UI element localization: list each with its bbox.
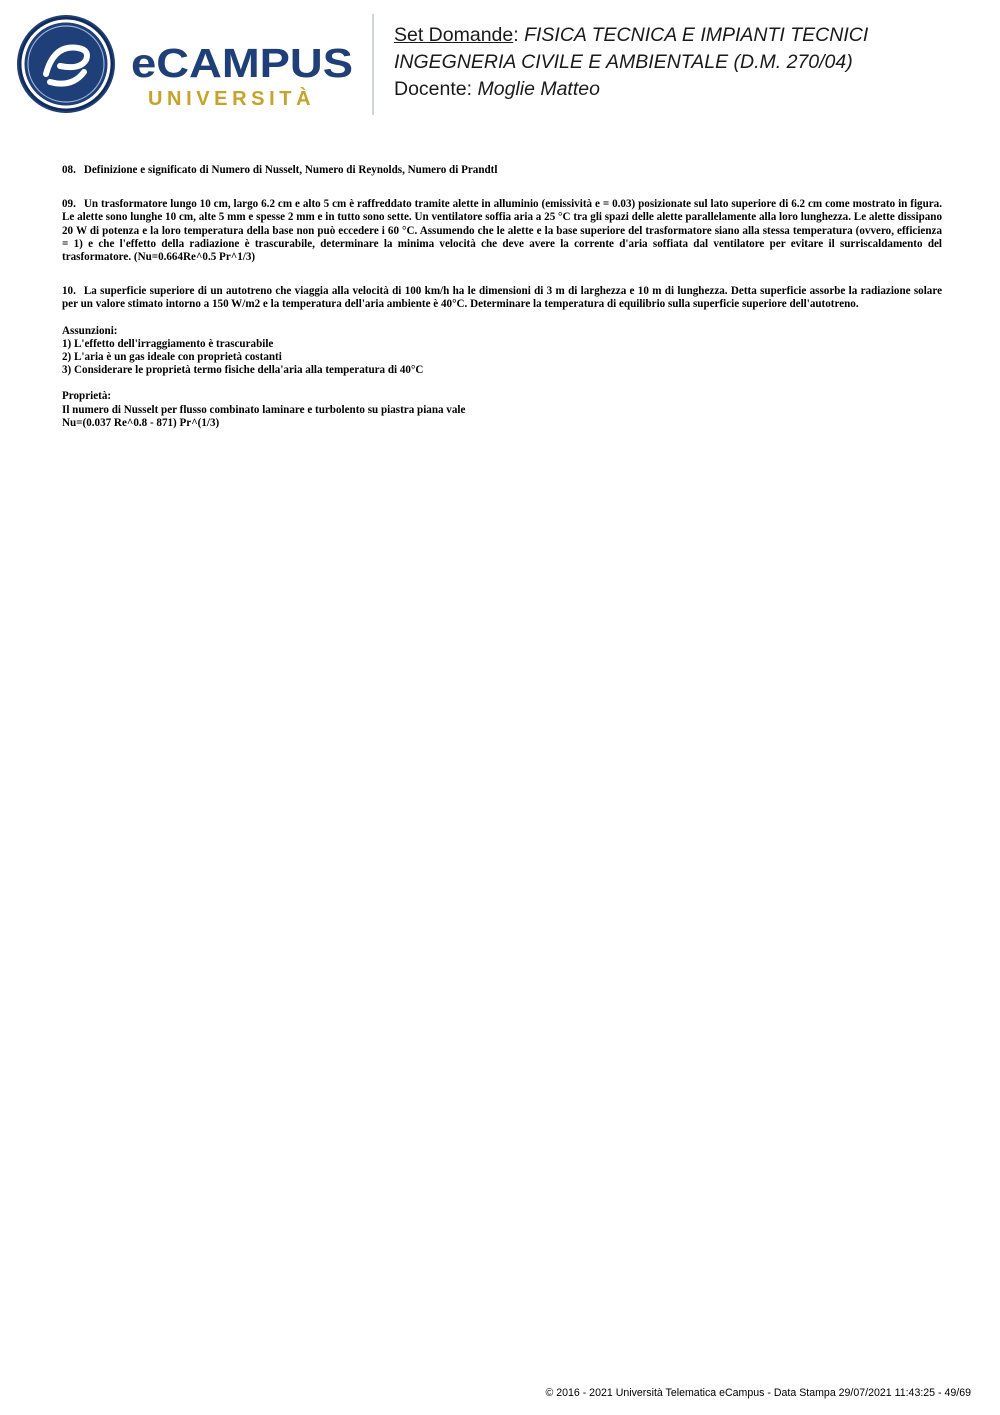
logo-subtitle: UNIVERSITÀ — [148, 88, 316, 110]
proprieta-title: Proprietà: — [62, 390, 112, 403]
page-header — [0, 0, 1000, 130]
assunzioni-item: 1) L'effetto dell'irraggiamento è trascurabile — [62, 337, 274, 350]
docente-line — [394, 76, 984, 103]
docente-label: Docente: — [394, 78, 473, 100]
proprieta-line: Il numero di Nusselt per flusso combinato laminare e turbolento su piastra piana vale — [62, 403, 466, 416]
question-item — [62, 285, 942, 311]
question-item — [62, 198, 942, 264]
question-number: 09. — [62, 198, 76, 211]
question-number: 08. — [62, 164, 76, 176]
question-text: Definizione e significato di Numero di Nusselt, Numero di Reynolds, Numero di Prandtl — [83, 164, 498, 176]
svg-text:eCAMPUS: eCAMPUS — [131, 43, 353, 83]
question-item — [62, 164, 942, 177]
proprieta-formula: Nu=(0.037 Re^0.8 - 871) Pr^(1/3) — [62, 416, 220, 429]
docente-name: Moglie Matteo — [477, 78, 600, 100]
set-label: Set Domande — [394, 24, 514, 46]
page-footer: © 2016 - 2021 Università Telematica eCampus - Data Stampa 29/07/2021 11:43:25 - 49/69 — [545, 1387, 971, 1399]
degree-title: INGEGNERIA CIVILE E AMBIENTALE (D.M. 270/04) — [394, 51, 853, 73]
set-info — [394, 22, 984, 103]
degree-line — [394, 49, 984, 76]
ecampus-badge-icon — [16, 14, 116, 114]
assunzioni-title: Assunzioni: — [62, 324, 118, 337]
question-text: Un trasformatore lungo 10 cm, largo 6.2 cm e alto 5 cm è raffreddato tramite alette in alluminio (emissività e = 0.03) posizionate sul lato superiore di 6.2 cm come mostrato in figura. Le alette sono lunghe 10 cm, alte 5 mm e spesse 2 mm e in tutto sono sette. Un ventilatore soffia aria a 25 °C tra gli spazi delle alette parallelamente alla loro lunghezza. Le alette dissipano 20 W di potenza e la loro temperatura della base non può eccedere i 60 °C. Assumendo che le alette e la base superiore del trasformatore siano alla stessa temperatura (ovvero, efficienza = 1) e che l'effetto della radiazione è trascurabile, determinare la minima velocità che deve avere la corrente d'aria soffiata dal ventilatore per evitare il surriscaldamento del trasformatore. (Nu=0.664Re^0.5 Pr^1/3) — [62, 198, 942, 264]
assunzioni-item: 2) L'aria è un gas ideale con proprietà costanti — [62, 351, 282, 364]
question-text: La superficie superiore di un autotreno che viaggia alla velocità di 100 km/h ha le dimensioni di 3 m di larghezza e 10 m di lunghezza. Detta superficie assorbe la radiazione solare per un valore stimato intorno a 150 W/m2 e la temperatura dell'aria ambiente è 40°C. Determinare la temperatura di equilibrio sulla superficie superiore dell'autotreno. — [62, 285, 942, 311]
question-list — [62, 164, 942, 443]
assunzioni-item: 3) Considerare le proprietà termo fisiche della'aria alla temperatura di 40°C — [62, 364, 424, 377]
course-title: FISICA TECNICA E IMPIANTI TECNICI — [524, 24, 869, 46]
ecampus-wordmark — [131, 43, 356, 83]
assunzioni-block — [62, 325, 942, 378]
course-line: Set Domande: FISICA TECNICA E IMPIANTI TECNICI — [394, 24, 869, 46]
question-number: 10. — [62, 285, 76, 298]
header-divider — [372, 14, 374, 115]
proprieta-block — [62, 390, 942, 430]
